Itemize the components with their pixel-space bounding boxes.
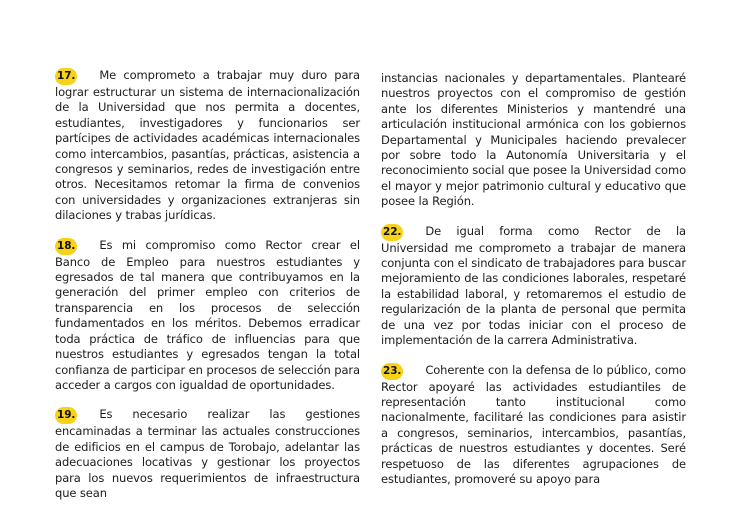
item-number-badge: 18. <box>55 238 77 255</box>
item-22 <box>381 224 686 349</box>
item-number-badge: 17. <box>55 68 77 85</box>
left-column <box>55 68 360 515</box>
item-19 <box>55 407 360 501</box>
right-column <box>381 68 686 501</box>
item-number-badge: 19. <box>55 407 77 424</box>
item-18 <box>55 238 360 394</box>
item-text: De igual forma como Rector de la Universidad me comprometo a trabajar de manera conjunta con el sindicato de trabajadores para buscar mejoramiento de las condiciones laborales, respetaré la estabilidad laboral, y retomaremos el estudio de regularización de la planta de personal que permita de una vez por todas iniciar con el proceso de implementación de la carrera Administrativa. <box>381 223 686 348</box>
item-number-badge: 23. <box>381 363 403 380</box>
item-number-badge: 22. <box>381 224 403 241</box>
item-text: Es necesario realizar las gestiones encaminadas a terminar las actuales construcciones de edificios en el campus de Torobajo, adelantar las adecuaciones locativas y gestionar los proyectos para los nuevos requerimientos de infraestructura que sean <box>55 407 360 500</box>
item-text: Me comprometo a trabajar muy duro para lograr estructurar un sistema de internacionalización de la Universidad que nos permita a docentes, estudiantes, investigadores y funcionarios ser partícipes de actividades académicas internacionales como intercambios, pasantías, prácticas, asistencia a congresos y seminarios, redes de investigación entre otros. Necesitamos retomar la firma de convenios con universidades y organizaciones extranjeras sin dilaciones y trabas jurídicas. <box>55 68 360 223</box>
item-text: Coherente con la defensa de lo público, como Rector apoyaré las actividades estudiantiles de representación tanto institucional como nacionalmente, facilitaré las condiciones para asistir a congresos, seminarios, intercambios, pasantías, prácticas de nuestros estudiantes y docentes. Seré respetuoso de las diferentes agrupaciones de estudiantes, promoveré su apoyo para <box>381 362 686 486</box>
item-17 <box>55 68 360 224</box>
item-23 <box>381 363 686 488</box>
continuation-paragraph: instancias nacionales y departamentales. Plantearé nuestros proyectos con el compromiso de gestión ante los diferentes Ministerios y mantendré una articulación institucional armónica con los gobiernos Departamental y Municipales haciendo prevalecer por sobre todo la Autonomía Universitaria y el reconocimiento social que posee la Universidad como el mayor y mejor patrimonio cultural y educativo que posee la Región. <box>381 71 687 209</box>
item-text: Es mi compromiso como Rector crear el Banco de Empleo para nuestros estudiantes y egresados de tal manera que contribuyamos en la generación del primer empleo con criterios de transparencia en los procesos de selección fundamentados en los méritos. Debemos erradicar toda práctica de tráfico de influencias para que nuestros estudiantes y egresados tengan la total confianza de participar en procesos de selección para acceder a cargos con igualdad de oportunidades. <box>55 237 360 392</box>
